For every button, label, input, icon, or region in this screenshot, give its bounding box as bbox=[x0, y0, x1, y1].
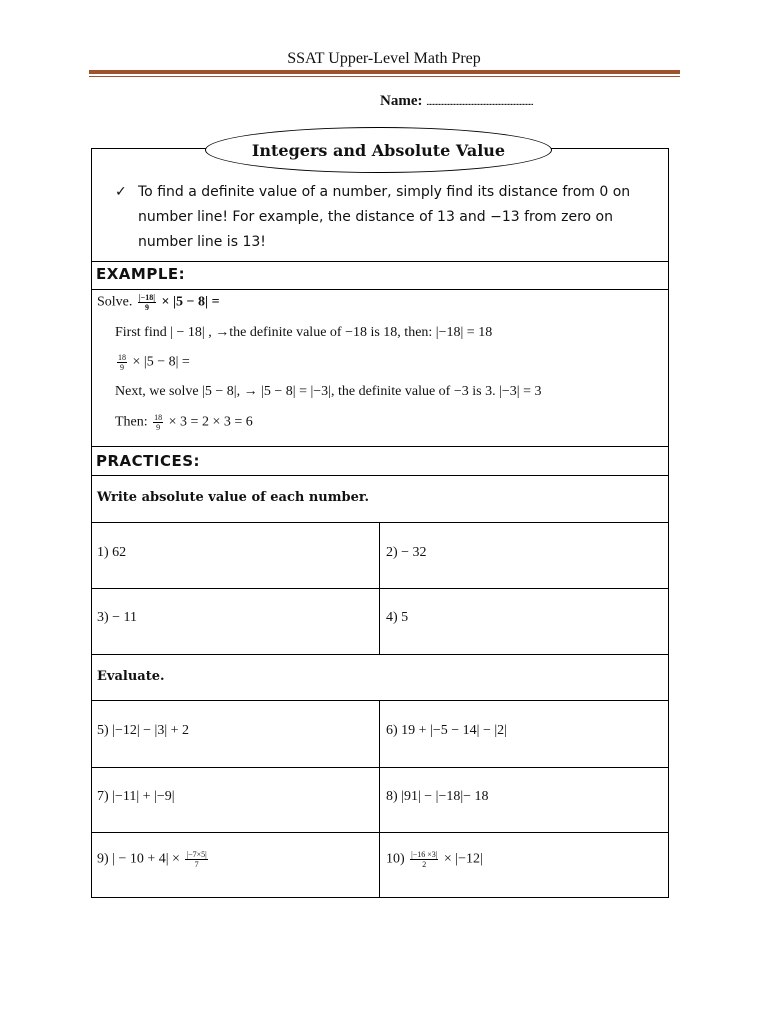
divider bbox=[91, 289, 669, 290]
denominator: 9 bbox=[144, 303, 149, 312]
column-divider bbox=[379, 700, 380, 898]
fraction bbox=[410, 850, 438, 869]
denominator: 7 bbox=[194, 860, 199, 869]
name-label: Name: bbox=[380, 93, 423, 109]
divider bbox=[91, 654, 669, 655]
practices-heading: PRACTICES: bbox=[96, 452, 201, 470]
problem-5: 5) |−12| − |3| + 2 bbox=[97, 723, 190, 738]
divider bbox=[91, 261, 669, 262]
example-line-4: Next, we solve |5 − 8|, → |5 − 8| = |−3|, the definite value of −3 is 3. |−3| = 3 bbox=[115, 384, 542, 399]
problem-4: 4) 5 bbox=[386, 610, 409, 625]
divider bbox=[91, 475, 669, 476]
expression: × |−12| bbox=[443, 851, 483, 867]
expression: 9) | − 10 + 4| × bbox=[97, 851, 180, 867]
expression: × 3 = 2 × 3 = 6 bbox=[168, 414, 253, 430]
problem-6: 6) 19 + |−5 − 14| − |2| bbox=[386, 723, 507, 738]
fraction bbox=[185, 850, 207, 869]
example-line-2: First find | − 18| , →the definite value of −18 is 18, then: |−18| = 18 bbox=[115, 325, 493, 340]
problem-9 bbox=[97, 850, 210, 869]
example-line-5 bbox=[115, 413, 253, 432]
problem-3: 3) − 11 bbox=[97, 610, 138, 625]
intro-note bbox=[115, 180, 655, 255]
checkmark-icon: ✓ bbox=[115, 184, 127, 200]
instruction-absolute-value: Write absolute value of each number. bbox=[97, 490, 370, 505]
numerator: 18 bbox=[154, 413, 163, 422]
expression: × |5 − 8| = bbox=[132, 354, 190, 370]
fraction bbox=[117, 353, 127, 372]
name-field bbox=[380, 93, 533, 110]
example-line-1 bbox=[97, 293, 220, 312]
name-blank-line: ....................................................................... bbox=[426, 97, 533, 108]
intro-text: To find a definite value of a number, simply find its distance from 0 on number line! For example, the distance of 13 and −13 from zero on number line is 13! bbox=[138, 184, 631, 250]
example-line-3 bbox=[115, 353, 190, 372]
numerator: 18 bbox=[118, 353, 126, 362]
denominator: 2 bbox=[422, 860, 427, 869]
divider bbox=[91, 767, 669, 768]
divider bbox=[91, 446, 669, 447]
problem-7: 7) |−11| + |−9| bbox=[97, 789, 175, 804]
solve-label: Solve. bbox=[97, 294, 133, 310]
fraction bbox=[153, 413, 163, 432]
fraction bbox=[138, 293, 156, 312]
denominator: 9 bbox=[156, 423, 161, 432]
topic-title: Integers and Absolute Value bbox=[205, 127, 552, 173]
divider bbox=[91, 522, 669, 523]
numerator: |−7×5| bbox=[186, 850, 207, 859]
problem-8: 8) |91| − |−18|− 18 bbox=[386, 789, 489, 804]
then-label: Then: bbox=[115, 414, 148, 430]
problem-number: 10) bbox=[386, 851, 405, 867]
numerator: |−18| bbox=[138, 293, 155, 302]
header-rule-thick bbox=[89, 70, 680, 74]
header-rule-thin bbox=[89, 76, 680, 77]
divider bbox=[91, 588, 669, 589]
problem-1: 1) 62 bbox=[97, 545, 127, 560]
denominator: 9 bbox=[120, 363, 124, 372]
instruction-evaluate: Evaluate. bbox=[97, 669, 165, 684]
expression: × |5 − 8| = bbox=[161, 294, 220, 310]
problem-10 bbox=[386, 850, 483, 869]
numerator: |−16 ×3| bbox=[411, 850, 438, 859]
problem-2: 2) − 32 bbox=[386, 545, 427, 560]
divider bbox=[91, 832, 669, 833]
divider bbox=[91, 700, 669, 701]
example-heading: EXAMPLE: bbox=[96, 265, 186, 283]
page-header-title: SSAT Upper-Level Math Prep bbox=[287, 50, 481, 67]
